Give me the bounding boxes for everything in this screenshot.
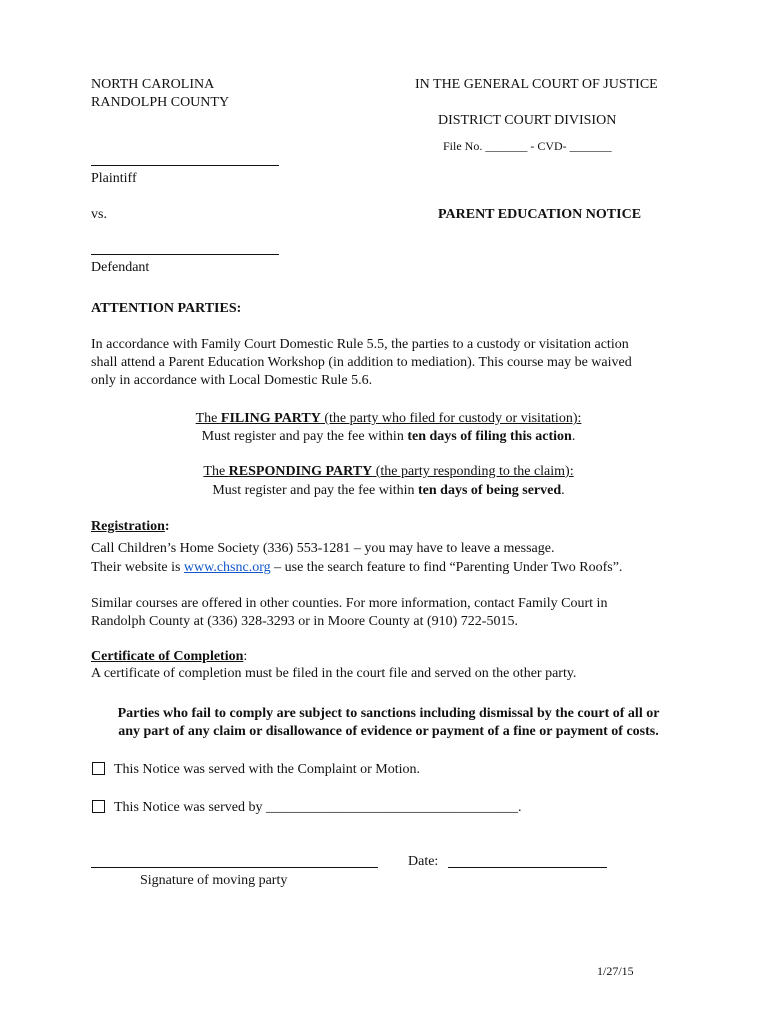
registration-heading <box>91 518 170 536</box>
responding-party-instructions <box>91 482 686 500</box>
registration-phone-line: Call Children’s Home Society (336) 553-1281 – you may have to leave a message. <box>91 541 555 556</box>
date-label: Date: <box>408 854 439 869</box>
filing-must: Must register and pay the fee within <box>201 429 408 444</box>
defendant-line[interactable] <box>91 254 279 255</box>
date-line[interactable] <box>448 867 607 868</box>
attention-line-2: shall attend a Parent Education Workshop (in addition to mediation). This course may be waived <box>91 355 632 370</box>
served-by-label[interactable]: This Notice was served by ____________________________________. <box>114 800 522 815</box>
similar-line-2: Randolph County at (336) 328-3293 or in Moore County at (910) 722-5015. <box>91 614 518 629</box>
certificate-label: Certificate of Completion <box>91 649 244 664</box>
plaintiff-line[interactable] <box>91 165 279 166</box>
responding-the: The <box>203 464 229 479</box>
similar-courses-paragraph <box>91 595 607 631</box>
certificate-colon: : <box>243 649 248 664</box>
filing-the: The <box>195 411 221 426</box>
served-with-complaint-checkbox[interactable] <box>92 762 105 775</box>
registration-colon: : <box>164 519 170 534</box>
filing-end: . <box>571 429 576 444</box>
served-with-complaint-label: This Notice was served with the Complaint or Motion. <box>114 762 421 777</box>
responding-must: Must register and pay the fee within <box>212 483 419 498</box>
responding-party-heading <box>91 463 686 481</box>
attention-line-1: In accordance with Family Court Domestic Rule 5.5, the parties to a custody or visitation action <box>91 337 629 352</box>
filing-party-heading <box>91 410 686 428</box>
registration-label: Registration <box>91 519 165 534</box>
versus-label: vs. <box>91 207 107 222</box>
registration-website-line <box>91 559 622 577</box>
file-number[interactable]: File No. _______ - CVD- _______ <box>443 139 612 153</box>
responding-party-label: RESPONDING PARTY <box>228 464 373 479</box>
county-name: RANDOLPH COUNTY <box>91 95 230 110</box>
similar-line-1: Similar courses are offered in other counties. For more information, contact Family Court in <box>91 596 608 611</box>
responding-end: . <box>561 483 565 498</box>
certificate-instructions: A certificate of completion must be filed in the court file and served on the other party. <box>91 666 577 681</box>
responding-party-desc: (the party responding to the claim): <box>372 464 574 479</box>
plaintiff-label: Plaintiff <box>91 171 137 186</box>
state-name: NORTH CAROLINA <box>91 77 215 92</box>
attention-line-3: only in accordance with Local Domestic Rule 5.6. <box>91 373 373 388</box>
filing-party-label: FILING PARTY <box>220 411 321 426</box>
website-link[interactable]: www.chsnc.org <box>183 560 271 575</box>
court-division: DISTRICT COURT DIVISION <box>438 113 617 128</box>
attention-paragraph <box>91 336 632 390</box>
served-by-checkbox[interactable] <box>92 800 105 813</box>
website-suffix: – use the search feature to find “Parenting Under Two Roofs”. <box>270 560 623 575</box>
court-name: IN THE GENERAL COURT OF JUSTICE <box>415 77 658 92</box>
revision-date: 1/27/15 <box>597 964 634 978</box>
filing-party-desc: (the party who filed for custody or visitation): <box>320 411 582 426</box>
certificate-heading <box>91 648 247 666</box>
filing-party-instructions <box>91 428 686 446</box>
notice-title: PARENT EDUCATION NOTICE <box>438 207 642 222</box>
defendant-label: Defendant <box>91 260 150 275</box>
filing-deadline: ten days of filing this action <box>407 429 572 444</box>
sanctions-warning-line-2: any part of any claim or disallowance of evidence or payment of a fine or payment of costs. <box>118 724 659 739</box>
sanctions-warning-line-1: Parties who fail to comply are subject to sanctions including dismissal by the court of all or <box>117 706 660 721</box>
signature-line[interactable] <box>91 867 378 868</box>
attention-heading: ATTENTION PARTIES: <box>91 301 242 316</box>
signature-label: Signature of moving party <box>140 873 288 888</box>
website-prefix: Their website is <box>91 560 184 575</box>
responding-deadline: ten days of being served <box>418 483 562 498</box>
